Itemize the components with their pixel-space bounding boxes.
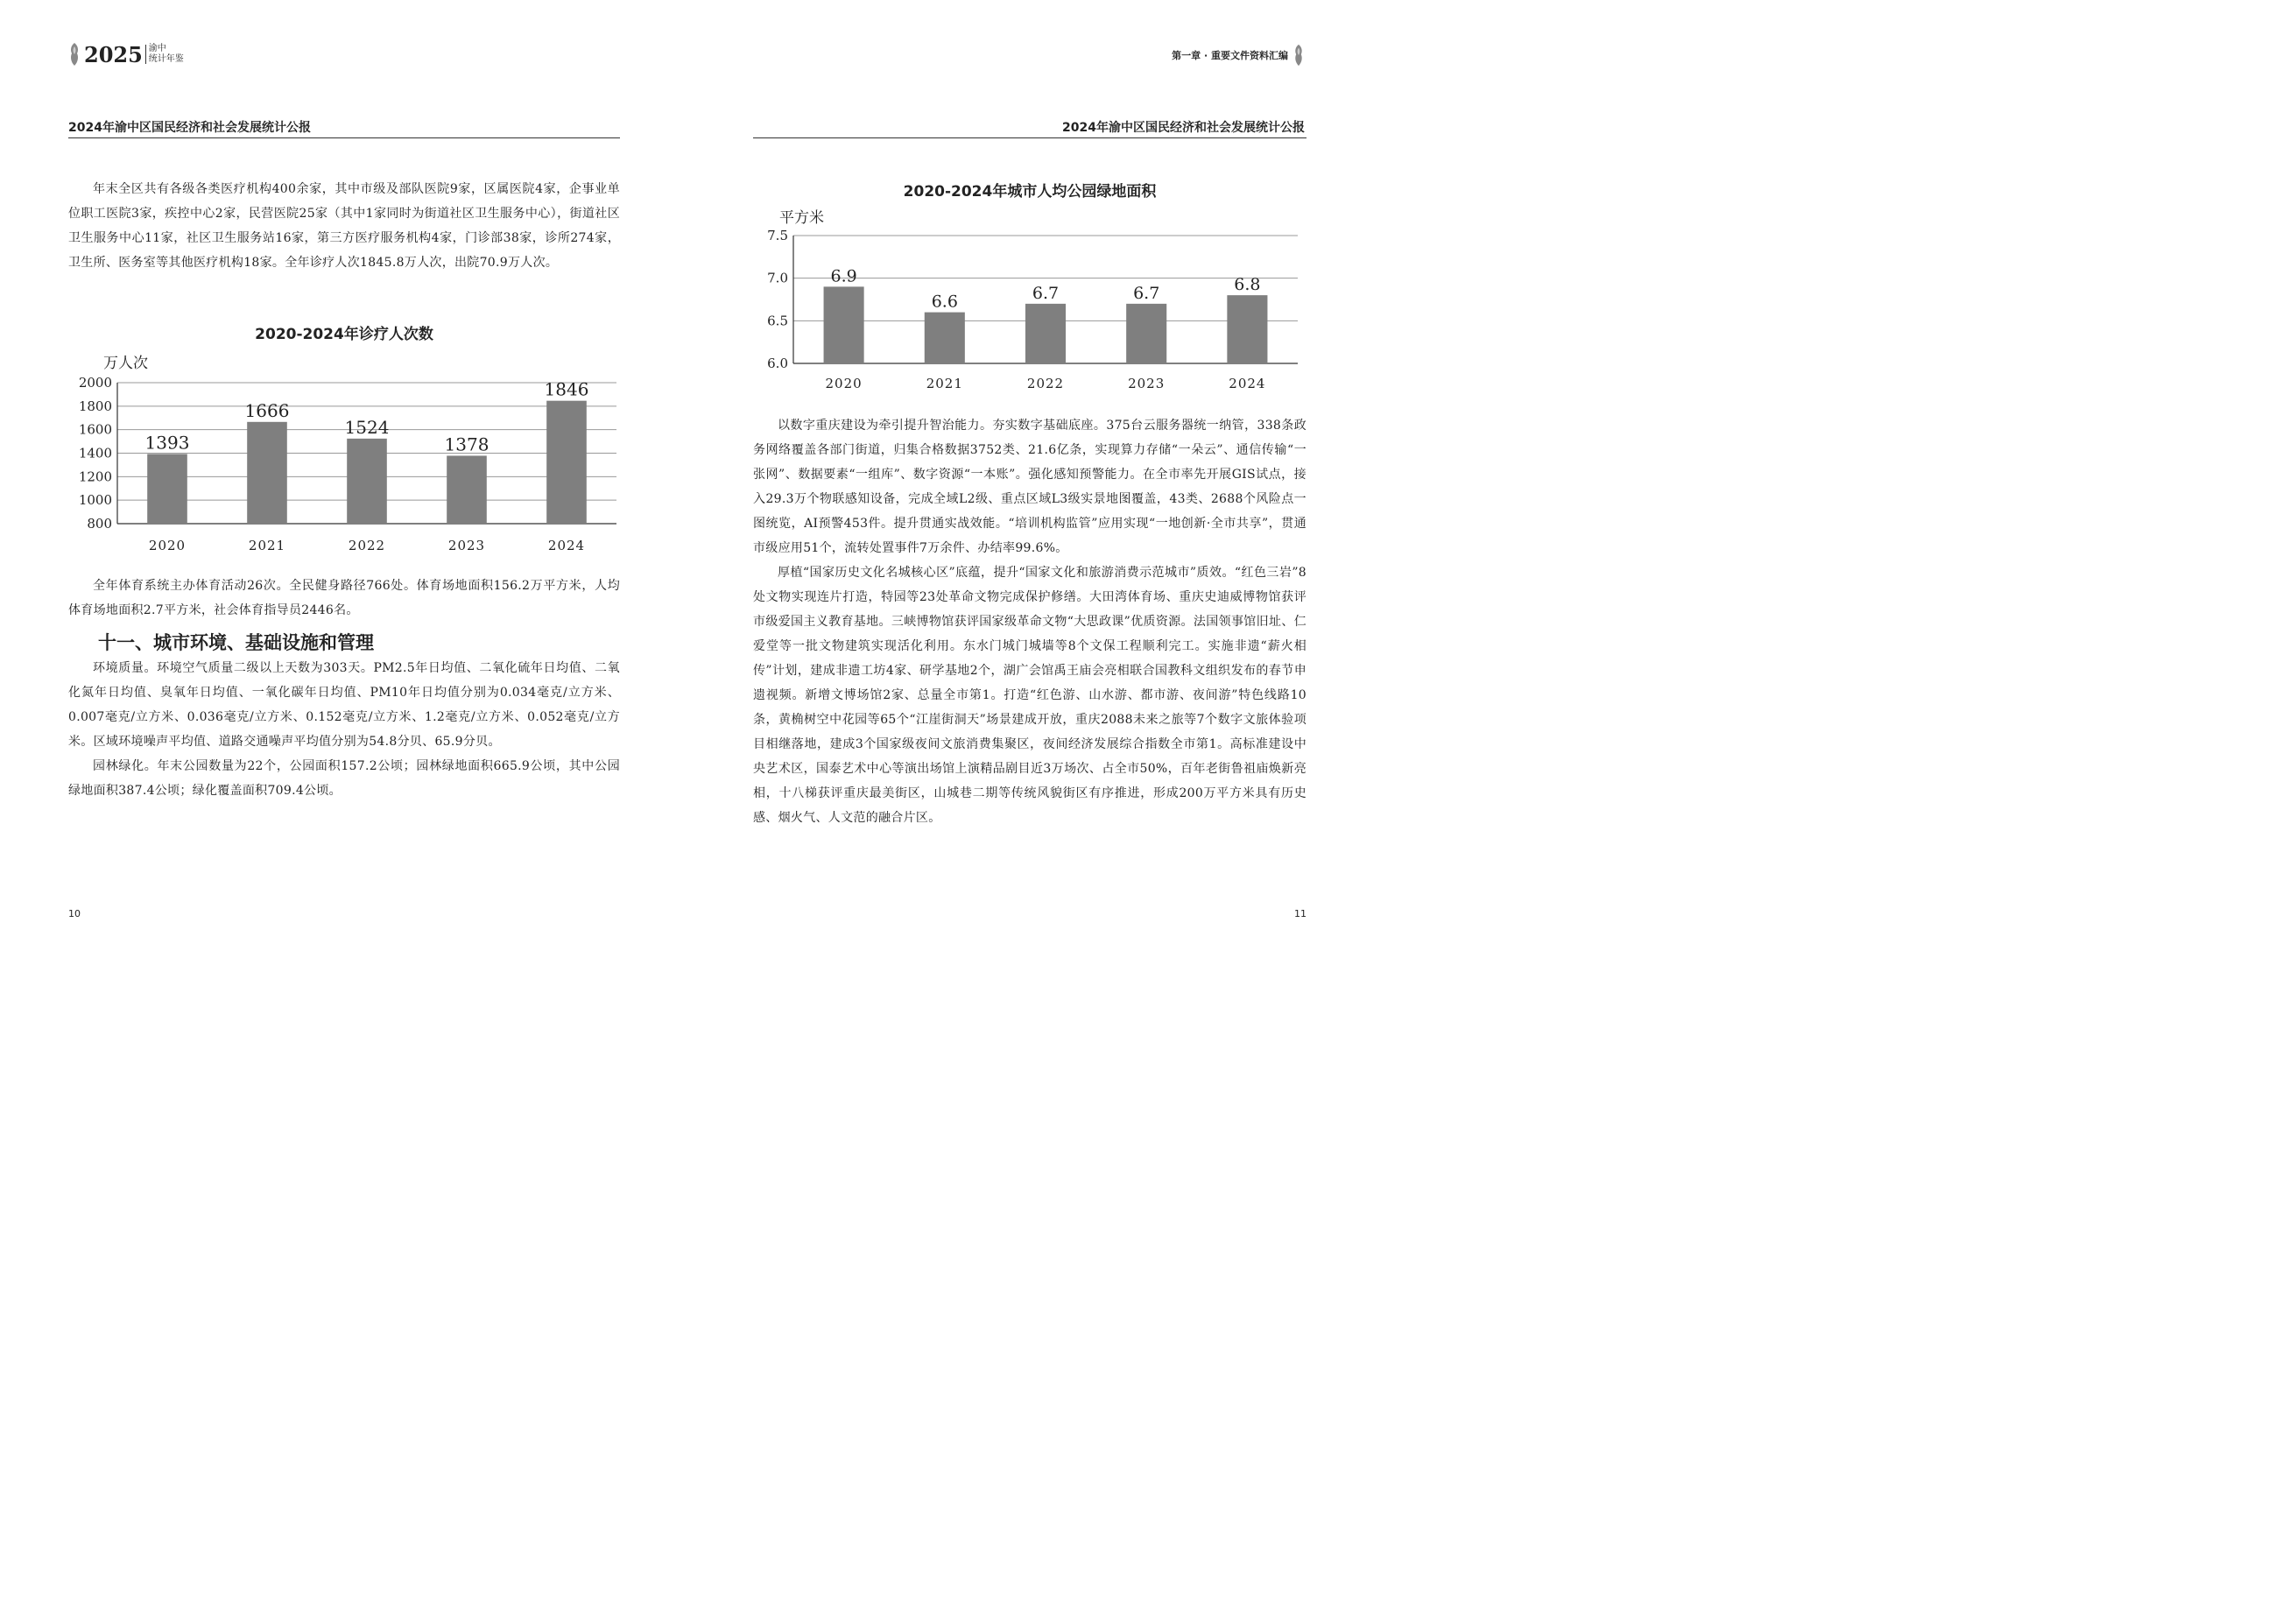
- right-paragraph-block: [753, 413, 1306, 830]
- chart1-title: 2020-2024年诊疗人次数: [255, 326, 433, 343]
- x-tick-label: 2021: [248, 538, 286, 553]
- environment-text: 环境质量。环境空气质量二级以上天数为303天。PM2.5年日均值、二氧化硫年日均值、二氧化氮年日均值、臭氧年日均值、一氧化碳年日均值、PM10年日均值分别为0.034毫克/立方米、0.007毫克/立方米、0.036毫克/立方米、0.152毫克/立方米、1.2毫克/立方米、0.052毫克/立方米。区域环境噪声平均值、道路交通噪声平均值分别为54.8分贝、65.9分贝。: [68, 661, 620, 749]
- logo-divider: [145, 45, 146, 64]
- bar-value-label: 1846: [544, 378, 589, 400]
- right-running-title: 2024年渝中区国民经济和社会发展统计公报: [1062, 121, 1305, 135]
- bar-value-label: 6.7: [1032, 283, 1060, 303]
- bar-value-label: 1378: [444, 433, 489, 455]
- bar-value-label: 1666: [244, 399, 290, 421]
- x-tick-label: 2024: [1229, 376, 1266, 391]
- bar: [1126, 304, 1166, 363]
- medical-institutions-text: 年末全区共有各级各类医疗机构400余家，其中市级及部队医院9家，区属医院4家，企事业单位职工医院3家，疾控中心2家，民营医院25家（其中1家同时为街道社区卫生服务中心），街道社区卫生服务中心11家，社区卫生服务站16家，第三方医疗服务机构4家，门诊部38家，诊所274家，卫生所、医务室等其他医疗机构18家。全年诊疗人次1845.8万人次，出院70.9万人次。: [68, 182, 620, 270]
- logo-text: [149, 44, 184, 65]
- bar: [1025, 304, 1066, 363]
- logo-year: 2025: [84, 41, 143, 67]
- yearbook-emblem-icon: [68, 42, 81, 67]
- left-paragraph-1: [68, 177, 620, 275]
- left-paragraph-2: [68, 574, 620, 623]
- right-header-rule: [753, 137, 1306, 138]
- x-tick-label: 2022: [1026, 376, 1065, 391]
- bar: [1227, 295, 1267, 363]
- bar-value-label: 1524: [344, 416, 390, 438]
- logo-line1: 渝中: [148, 44, 166, 53]
- section-heading: 十一、城市环境、基础设施和管理: [98, 632, 374, 653]
- y-tick-label: 6.0: [767, 356, 788, 371]
- culture-tourism-text: 厚植“国家历史文化名城核心区”底蕴，提升“国家文化和旅游消费示范城市”质效。“红色三岩”8处文物实现连片打造，特园等23处革命文物完成保护修缮。大田湾体育场、重庆史迪威博物馆获评市级爱国主义教育基地。三峡博物馆获评国家级革命文物“大思政课”优质资源。法国领事馆旧址、仁爱堂等一批文物建筑实现活化利用。东水门城门城墙等8个文保工程顺利完工。实施非遗“薪火相传”计划，建成非遗工坊4家、研学基地2个，湖广会馆禹王庙会亮相联合国教科文组织发布的春节申遗视频。新增文博场馆2家、总量全市第1。打造“红色游、山水游、都市游、夜间游”特色线路10条，黄桷树空中花园等65个“江崖街洞天”场景建成开放，重庆2088未来之旅等7个数字文旅体验项目相继落地，建成3个国家级夜间文旅消费集聚区，夜间经济发展综合指数全市第1。高标准建设中央艺术区，国泰艺术中心等演出场馆上演精品剧目近3万场次、占全市50%，百年老街鲁祖庙焕新亮相，十八梯获评重庆最美街区，山城巷二期等传统风貌街区有序推进，形成200万平方米具有历史感、烟火气、人文范的融合片区。: [753, 566, 1306, 825]
- x-tick-label: 2020: [148, 538, 187, 553]
- y-tick-label: 1000: [78, 492, 112, 509]
- left-logo: [68, 40, 184, 68]
- x-tick-label: 2020: [825, 376, 863, 391]
- y-tick-label: 2000: [78, 375, 112, 391]
- greening-text: 园林绿化。年末公园数量为22个，公园面积157.2公顷；园林绿地面积665.9公顷，其中公园绿地面积387.4公顷；绿化覆盖面积709.4公顷。: [68, 759, 620, 798]
- chapter-emblem-icon: [1292, 44, 1305, 67]
- bar: [925, 313, 965, 363]
- left-page-number: 10: [68, 908, 81, 919]
- y-tick-label: 6.5: [767, 313, 788, 329]
- y-tick-label: 7.5: [767, 228, 788, 243]
- chart2-title: 2020-2024年城市人均公园绿地面积: [903, 183, 1157, 201]
- bar: [546, 401, 587, 524]
- y-tick-label: 1600: [78, 421, 112, 438]
- x-tick-label: 2023: [1128, 376, 1166, 391]
- y-tick-label: 7.0: [767, 270, 788, 286]
- chapter-text: 第一章 · 重要文件资料汇编: [1172, 50, 1288, 61]
- y-tick-label: 1800: [78, 398, 112, 414]
- right-page-number: 11: [1294, 908, 1306, 919]
- left-header-rule: [68, 137, 620, 138]
- bar-value-label: 6.8: [1234, 275, 1261, 295]
- y-tick-label: 800: [87, 516, 112, 532]
- chart-park-green-area: [753, 203, 1306, 391]
- bar-value-label: 6.6: [931, 292, 958, 312]
- y-axis-unit-label: 万人次: [103, 355, 148, 372]
- left-running-title: 2024年渝中区国民经济和社会发展统计公报: [68, 121, 311, 135]
- bar-value-label: 6.7: [1133, 283, 1160, 303]
- digital-governance-text: 以数字重庆建设为牵引提升智治能力。夯实数字基础底座。375台云服务器统一纳管，338条政务网络覆盖各部门街道，归集合格数据3752类、21.6亿条，实现算力存储“一朵云”、通信传输“一张网”、数据要素“一组库”、数字资源“一本账”。强化感知预警能力。在全市率先开展GIS试点，接入29.3万个物联感知设备，完成全域L2级、重点区域L3级实景地图覆盖，43类、2688个风险点一图统览，AI预警453件。提升贯通实战效能。“培训机构监管”应用实现“一地创新·全市共享”，贯通市级应用51个，流转处置事件7万余件、办结率99.6%。: [753, 419, 1306, 555]
- y-axis-unit-label: 平方米: [779, 209, 824, 227]
- bar-value-label: 1393: [144, 432, 190, 454]
- bar: [347, 439, 387, 524]
- x-tick-label: 2023: [447, 538, 486, 553]
- logo-line2: 统计年鉴: [148, 54, 184, 64]
- bar: [447, 455, 487, 524]
- right-chapter-label: [1172, 44, 1305, 67]
- left-paragraph-3: [68, 656, 620, 803]
- chart-medical-visits: [68, 346, 620, 560]
- y-tick-label: 1200: [78, 468, 112, 485]
- sports-text: 全年体育系统主办体育活动26次。全民健身路径766处。体育场地面积156.2万平方米，人均体育场地面积2.7平方米，社会体育指导员2446名。: [68, 579, 620, 617]
- bar-value-label: 6.9: [830, 266, 857, 286]
- bar: [147, 454, 187, 524]
- x-tick-label: 2021: [926, 376, 963, 391]
- x-tick-label: 2022: [348, 538, 386, 553]
- bar: [247, 422, 287, 524]
- x-tick-label: 2024: [547, 538, 586, 553]
- bar: [824, 286, 864, 363]
- y-tick-label: 1400: [78, 445, 112, 461]
